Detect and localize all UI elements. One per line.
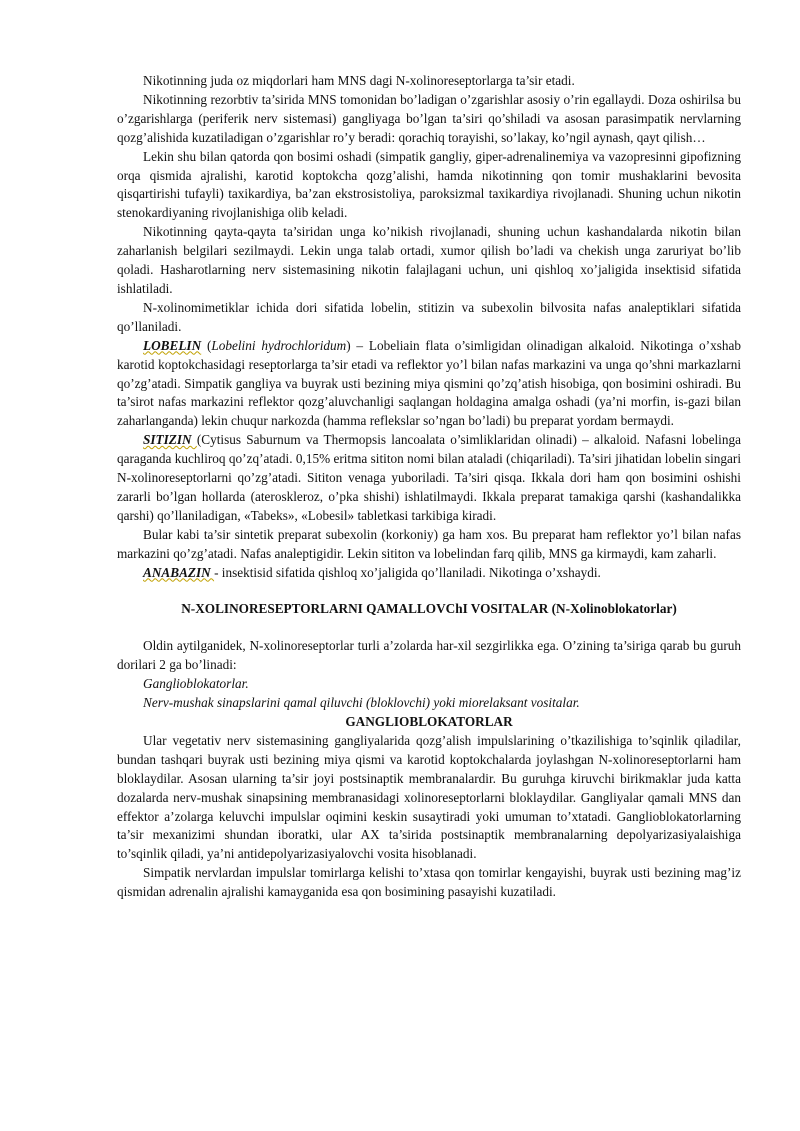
latin-name: Lobelini hydrochloridum [211,337,347,353]
paragraph: Lekin shu bilan qatorda qon bosimi oshadi (simpatik gangliy, giper-adrenalinemiya va vazopresinni gipofizning orqa qismida ajralishi, karotid koptokcha qozg’alishi, hamda nikotinning qon tomir mushaklarini bevosita qisqartirishi tufayli) taxikardiya, ba’zan ekstrosistoliya, paroksizmal taxikardiya rivojlanadi. Shuning uchun nikotin stenokardiyaning rivojlanishiga olib keladi. [117,148,741,221]
paragraph: Bular kabi ta’sir sintetik preparat subexolin (korkoniy) ga ham xos. Bu preparat ham reflektor yo’l bilan nafas markazini qo’zg’atadi. Nafas analeptigidir. Lekin sititon va lobelindan farq qilib, MNS ga kirmaydi, kam zaharli. [117,526,741,561]
list-item: Nerv-mushak sinapslarini qamal qiluvchi (bloklovchi) yoki miorelaksant vositalar. [143,695,580,711]
paragraph: Simpatik nervlardan impulslar tomirlarga kelishi to’xtasa qon tomirlar kengayishi, buyrak usti bezining mag’iz qismidan adrenalin ajralishi kamayganida esa qon bosimining pasayishi kuzatiladi. [117,865,741,900]
term-anabazin: ANABAZIN [143,564,215,580]
paragraph: Nikotinning qayta-qayta ta’siridan unga ko’nikish rivojlanadi, shuning uchun kashandalarda nikotin bilan zaharlanish belgilari sezilmaydi. Lekin unga talab ortadi, xumor qilish bo’ladi va chekish unga zaruriyat bo’lib qoladi. Hasharotlarning nerv sistemasining nikotin falajlagani uchun, uni qishloq xo’jaligida insektisid sifatida ishlatiladi. [117,224,741,296]
document-page [117,72,741,902]
paragraph-lobelin [117,337,741,432]
text-fragment: - insektisid sifatida qishloq xo’jaligida qo’llaniladi. Nikotinga o’xshaydi. [214,564,601,580]
text-fragment: ) – Lobeliain flata o’simligidan olinadigan alkaloid. Nikotinga o’xshab karotid koptokchasidagi reseptorlarga ta’sir etadi va reflektor yo’l bilan nafas markazini va unga qo’shni markazlarni qo’zg’atadi. Simpatik gangliya va buyrak usti bezining miya qismini qo’zq’atish hisobiga, qon bosimini oshiradi. Bu ta’sirot nafas markazini reflektor qozg’aluvchanligi saqlangan holdagina amalga oshadi (ya’ni morfin, is-gazi bilan zaharlanganda) lekin chuqur narkozda (hamma reflekslar so’ngan bo’ladi) bu preparat yordam bermaydi. [117,337,742,429]
term-sitizin: SITIZIN [143,432,197,448]
text-fragment: (Cytisus Saburnum va Thermopsis lancoalata o’simliklaridan olinadi) – alkaloid. Nafasni lobelinga qaraganda kuchliroq qo’zq’atadi. 0,15% eritma sititon nomi bilan ataladi (chiqariladi). Ta’siri jihatidan lobelin singari N-xolinoreseptorlarni qo’zg’atadi. Sititon venaga yuboriladi. Ta’siri qisqa. Ikkala dori ham qon bosimini oshishi zararli bo’lgan hollarda (ateroskleroz, o’pka shishi) ishlatilmaydi. Ikkala preparat tamakiga qarshi (kashandalikka qarshi) qo’llaniladigan, «Tabeks», «Lobesil» tabletkasi tarkibiga kiradi. [117,432,741,523]
text-fragment: ( [201,337,212,353]
paragraph: N-xolinomimetiklar ichida dori sifatida lobelin, stitizin va subexolin bilvosita nafas analeptiklari sifatida qo’llaniladi. [117,299,741,334]
subsection-heading: GANGLIOBLOKATORLAR [345,714,513,729]
section-heading: N-XOLINORESEPTORLARNI QAMALLOVChI VOSITALAR (N-Xolinoblokatorlar) [181,601,677,617]
term-lobelin: LOBELIN [143,337,202,353]
paragraph: Nikotinning juda oz miqdorlari ham MNS dagi N-xolinoreseptorlarga ta’sir etadi. [143,73,575,88]
paragraph-anabazin [117,564,741,583]
paragraph-sitizin [117,431,741,526]
paragraph: Nikotinning rezorbtiv ta’sirida MNS tomonidan bo’ladigan o’zgarishlar asosiy o’rin egallaydi. Doza oshirilsa bu o’zgarishlarga (periferik nerv sistemasi) gangliyaga bo’lgan ta’siri qo’shiladi va asosan parasimpatik nervlarning qozg’alishida kuzatiladigan o’zgarishlar ro’y beradi: qorachiq torayishi, so’lakay, ko’ngil aynash, qayt qilish… [117,91,741,145]
paragraph: Oldin aytilganidek, N-xolinoreseptorlar turli a’zolarda har-xil sezgirlikka ega. O’zining ta’siriga qarab bu guruh dorilari 2 ga bo’linadi: [117,638,741,673]
paragraph: Ular vegetativ nerv sistemasining gangliyalarida qozg’alish impulslarining o’tkazilishiga to’sqinlik qiladilar, bundan tashqari buyrak usti bezining miya qismi va karotid koptokchalarda joylashgan N-xolinoreseptorlarni ham bloklaydilar. Asosan ularning ta’sir joyi postsinaptik membranalardir. Bu guruhga kiruvchi birikmaklar juda katta dozalarda nerv-mushak sinapsining membranasidagi xolinoreseptorlarni bloklaydilar. Gangliyalar qamali MNS dan effektor a’zolarga keluvchi impulslar oqimini keskin susaytiradi yoki umuman to’xtatadi. Ganglioblokatorlarning ta’sir mexanizimi shundan iboratki, ular AX ta’sirida postsinaptik membranalarning depolyarizasiyalaishiga to’sqinlik qiladi, ya’ni antidepolyarizasiyalovchi vosita hisoblanadi. [117,732,741,862]
list-item: Ganglioblokatorlar. [143,676,249,692]
